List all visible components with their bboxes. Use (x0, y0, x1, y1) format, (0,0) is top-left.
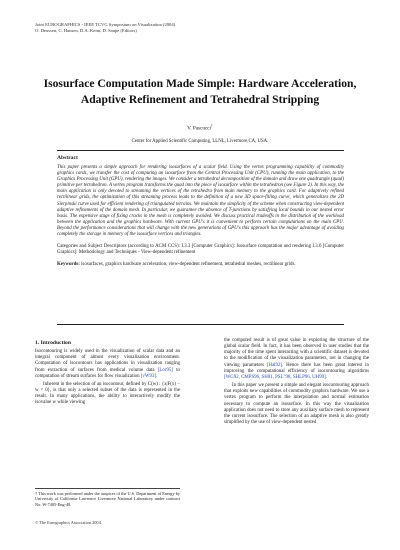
footnote: † This work was performed under the auspices of the U.S. Department of Energy by University of California Lawrence Livermore National Laboratory under contract No. W-7405-Eng-48. (35, 488, 180, 507)
categories-label: Categories and Subject Descriptors (57, 244, 127, 250)
author-footnote-mark: † (211, 124, 213, 128)
author-line (0, 124, 400, 132)
intro-text: to computation of stream surfaces for flow visualization (35, 367, 180, 379)
right-paragraph-2: In this paper we present a simple and elegant isocontouring approach that exploits new capabilities of commodity graphics hardware. We use a vertex program to perform the interpolation and normal estimation necessary to compute an isosurface. In this way the visualization application does not need to store any auxiliary surface mesh to represent the current isosurface. The selection of an adaptive mesh is also greatly simplified by the use of view-dependent nested (224, 383, 369, 426)
intro-text: . (156, 373, 158, 379)
conference-line: Joint EUROGRAPHICS - IEEE TCVG Symposium on Visualization (2004) (35, 22, 176, 27)
left-column (35, 340, 180, 409)
intro-paragraph-1 (35, 349, 180, 380)
keywords-text: isosurfaces, graphics hardware acceleration, view-dependent refinement, tetrahedral meshes, rectilinear grids. (81, 262, 296, 268)
abstract-block (57, 150, 344, 268)
right-paragraph-1 (224, 338, 369, 381)
abstract-heading: Abstract (57, 155, 78, 161)
right-column (224, 338, 369, 428)
abstract-bottom-rule (57, 324, 344, 325)
keywords-label: Keywords: (57, 262, 80, 268)
editors-line: O. Deussen, C. Hansen, D.A. Keim, D. Saupe (Editors) (35, 28, 137, 34)
body-text: . (325, 374, 327, 380)
citation-link[interactable]: [Hal92] (266, 362, 283, 368)
affiliation: Center for Applied Scientific Computing, LLNL, Livermore,CA, USA. (131, 139, 269, 144)
conference-header (35, 22, 175, 34)
body-text: the computed result is of great value in exploring the structure of the global scalar field. In fact, it has been observed in user studies that the majority of the time spent interacting with a scientific dataset is devoted to the modification of the visualization parameters, not in changing the viewing parameters (224, 338, 369, 368)
citation-link[interactable]: [vW93] (140, 373, 157, 379)
section-heading-introduction: 1. Introduction (35, 340, 71, 346)
abstract-body: This paper presents a simple approach for rendering isosurfaces of a scalar field. Using the vertex programming capability of commodity graphics cards, we transfer the cost of computing an isosurface from the Central Processing Unit (CPU), running the main application, to the Graphics Processing Unit (GPU), rendering the images. We consider a tetrahedral decomposition of the domain and draw one quadrangle (quad) primitive per tetrahedron. A vertex program transforms the quad into the piece of isosurface within the tetrahedron (see Figure 2). In this way, the main application is only devoted to streaming the vertices of the tetrahedra from main memory to the graphics card. For adaptively refined rectilinear grids, the optimization of this streaming process leads to the definition of a new 3D space-filling curve, which generalizes the 2D Sierpinski curve used for efficient rendering of triangulated terrains. We maintain the simplicity of the scheme when constructing view-dependent adaptive refinements of the domain mesh. In particular, we guarantee the absence of T-junctions by satisfying local bounds in our nested error basis. The expensive stage of fixing cracks in the mesh is completely avoided. We discuss practical tradeoffs in the distribution of the workload between the application and the graphics hardware. With current GPU's it is convenient to perform certain computations on the main CPU. Beyond the performance considerations that will change with the new generations of GPU's this approach has the major advantage of avoiding completely the storage in memory of the isosurface vertices and triangles. (57, 165, 344, 238)
categories-text: (according to ACM CCS): I.3.3 [Computer Graphics]: Isosurface computation and rendering I.3.6 [Computer Graphics]: Methodology and Techniques - View-dependent refinement (57, 244, 344, 256)
citation-link[interactable]: [WG92, CMPS96, SH01, PSL"98, SHLP96, UH99] (224, 374, 326, 380)
keywords (57, 262, 344, 268)
paper-title: Isosurface Computation Made Simple: Hardware Acceleration, Adaptive Refinement and Tetrahedral Stripping (43, 77, 357, 106)
intro-paragraph-2: Inherent in the selection of an isocontour, defined by C(w) : {x|F(x) − w = 0}, is that only a selected subset of the data is represented in the result. In many applications, the ability to interactively modify the isovalue w while viewing (35, 381, 180, 406)
copyright-notice: © The Eurographics Association 2004. (35, 520, 102, 525)
acm-categories (57, 244, 344, 256)
intro-text: Isocontouring is widely used in the visualization of scalar data and an integral component of almost every visualization environment. Computation of isocontours has applications in visualization ranging from extraction of surfaces from medical volume data (35, 349, 180, 373)
citation-link[interactable]: [Lor95] (157, 367, 173, 373)
body-text: . Hence there has been great interest in improving the computational efficiency of isocontouring algorithms (224, 362, 369, 374)
author-name: V. Pascucci (187, 125, 212, 132)
